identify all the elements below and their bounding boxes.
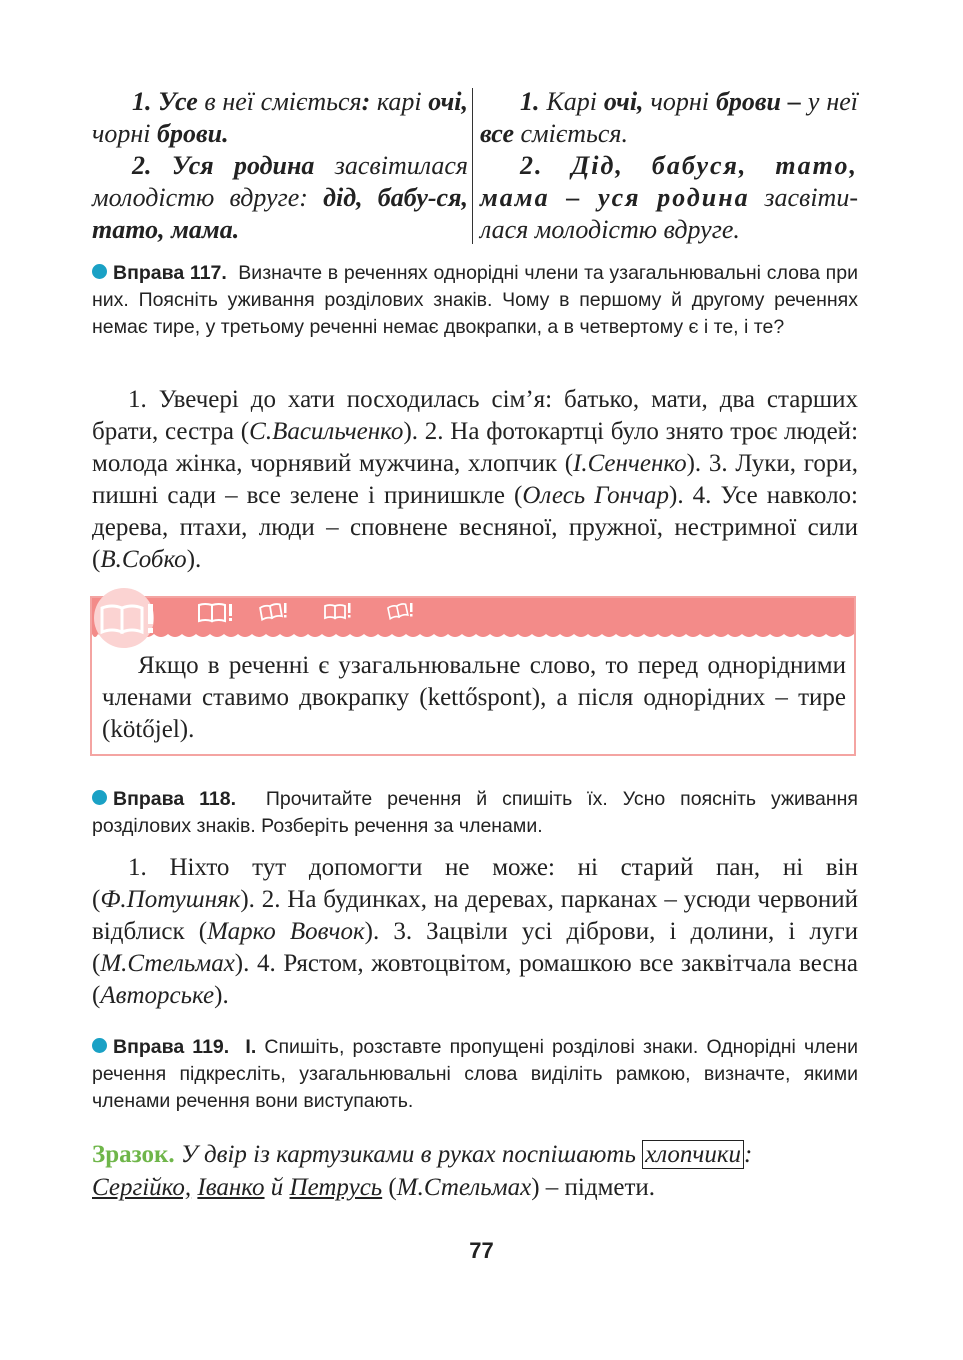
exercise-119-header [92, 1034, 858, 1115]
exercise-118-text [92, 852, 858, 1012]
scallop-edge [92, 628, 854, 640]
word: брови – [715, 87, 801, 116]
author: В.Собко [100, 546, 187, 573]
rule-text: Якщо в реченні є узагальнювальне слово, то перед однорідними членами ставимо двокрапку (kettőspont), а після однорідних – тире (kötőjel). [102, 652, 846, 743]
sentence: ). 3. Зацвіли усі діброви, і долини, і луги ( [92, 918, 858, 977]
num: 1. [520, 87, 547, 116]
sample-text: : [744, 1141, 753, 1168]
book-icon-small [322, 600, 354, 622]
underlined-word: Іванко [197, 1174, 265, 1201]
sample-label: Зразок. [92, 1141, 175, 1168]
right-sentence-2 [480, 150, 858, 246]
column-divider [472, 88, 473, 244]
num: 2. [520, 151, 572, 180]
page-number: 77 [469, 1238, 494, 1263]
word: Уся родина [171, 151, 315, 180]
sentence: 1. Увечері до хати посходилась сім’я: батько, мати, два старших брати, сестра ( [92, 386, 858, 445]
sentence: ). 2. На фотокартці було знято троє людей: молода жінка, чорнявий мужчина, хлопчик ( [92, 418, 859, 477]
word: брови. [157, 119, 229, 148]
exercise-part: І. [245, 1036, 257, 1058]
word: сміється. [514, 119, 628, 148]
word: чорні [92, 119, 158, 148]
word: Усе [158, 87, 198, 116]
book-icon-small [386, 600, 416, 622]
word: очі, [428, 87, 468, 116]
sentence: ). 3. Луки, гори, пишні сади – все зелене і принишкле ( [92, 450, 858, 509]
exercise-instruction: Визначте в реченнях однорідні члени та узагальнювальні слова при них. Поясніть уживання розділових знаків. Чому в першому й другому реченнях немає тире, у третьому реченні немає двокрапки, а в четвертому є і те, і те? [92, 262, 858, 338]
author: Ф.Потушняк [100, 886, 241, 913]
sentence: ). 4. Усе навколо: дерева, птахи, люди – сповнене весняної, пружної, нестримної сили ( [92, 482, 858, 573]
word: Дід, бабуся, тато, мама – уся родина [480, 151, 858, 212]
word: Карі [546, 87, 604, 116]
word: засвітилася молодістю вдруге: [92, 151, 468, 212]
word: засвіти-лася молодістю вдруге. [480, 183, 858, 244]
left-sentence-1 [92, 86, 468, 150]
sample-text: ) – підмети. [531, 1174, 656, 1201]
underlined-word: Петрусь [289, 1174, 383, 1201]
exercise-117-header [92, 260, 858, 341]
left-sentence-2 [92, 150, 468, 246]
sample-text: й [264, 1174, 290, 1201]
sentence: ). [214, 982, 229, 1009]
sentence: ). 2. На будинках, на деревах, парканах – усюди червоний відблиск ( [92, 886, 858, 945]
underlined-word: Сергійко, [92, 1174, 192, 1201]
exercise-label: Вправа 118. [113, 788, 237, 810]
sample-block [92, 1138, 858, 1204]
author: М.Стельмах [396, 1174, 532, 1201]
sentence: 1. Ніхто тут допомогти не може: ні старий пан, ні він ( [92, 854, 858, 913]
author: М.Стельмах [100, 950, 235, 977]
book-icon-small [196, 600, 236, 626]
bullet-dot-icon [92, 1038, 107, 1053]
exercise-instruction: Прочитайте речення й спишіть їх. Усно поясніть уживання розділових знаків. Розберіть речення за членами. [92, 788, 858, 837]
book-exclamation-icon [90, 588, 162, 652]
word: очі, [603, 87, 644, 116]
word: чорні [643, 87, 716, 116]
sample-text: У двір із картузиками в руках поспішають [174, 1141, 643, 1168]
exercise-label: Вправа 119. [113, 1036, 230, 1058]
num: 1. [132, 87, 159, 116]
comparison-columns [92, 86, 858, 246]
word: : [361, 87, 371, 116]
bullet-dot-icon [92, 790, 107, 805]
sample-text: ( [382, 1174, 397, 1201]
exercise-label: Вправа 117. [113, 262, 227, 284]
word: карі [370, 87, 429, 116]
word: дід, бабу-ся, тато, мама. [92, 183, 468, 244]
word: все [480, 119, 515, 148]
right-column [480, 86, 858, 246]
exercise-instruction: Спишіть, розставте пропущені розділові знаки. Однорідні члени речення підкресліть, узагальнювальні слова виділіть рамкою, визначте, якими членами речення вони виступають. [92, 1036, 858, 1112]
sentence: ). 4. Рястом, жовтоцвітом, ромашкою все заквітчала весна ( [92, 950, 858, 1009]
sentence: ). [186, 546, 202, 573]
word: в неї сміється [197, 87, 362, 116]
boxed-word: хлопчики [642, 1140, 744, 1169]
exercise-117-text [92, 384, 858, 576]
author: Авторське [100, 982, 215, 1009]
exercise-118-header [92, 786, 858, 840]
num: 2. [132, 151, 172, 180]
bullet-dot-icon [92, 264, 107, 279]
author: С.Васильченко [249, 418, 404, 445]
author: Марко Вовчок [207, 918, 365, 945]
book-icon-small [258, 600, 290, 622]
left-column [92, 86, 468, 246]
author: Олесь Гончар [522, 482, 670, 509]
right-sentence-1 [480, 86, 858, 150]
author: І.Сенченко [573, 450, 687, 477]
word: у неї [800, 87, 858, 116]
